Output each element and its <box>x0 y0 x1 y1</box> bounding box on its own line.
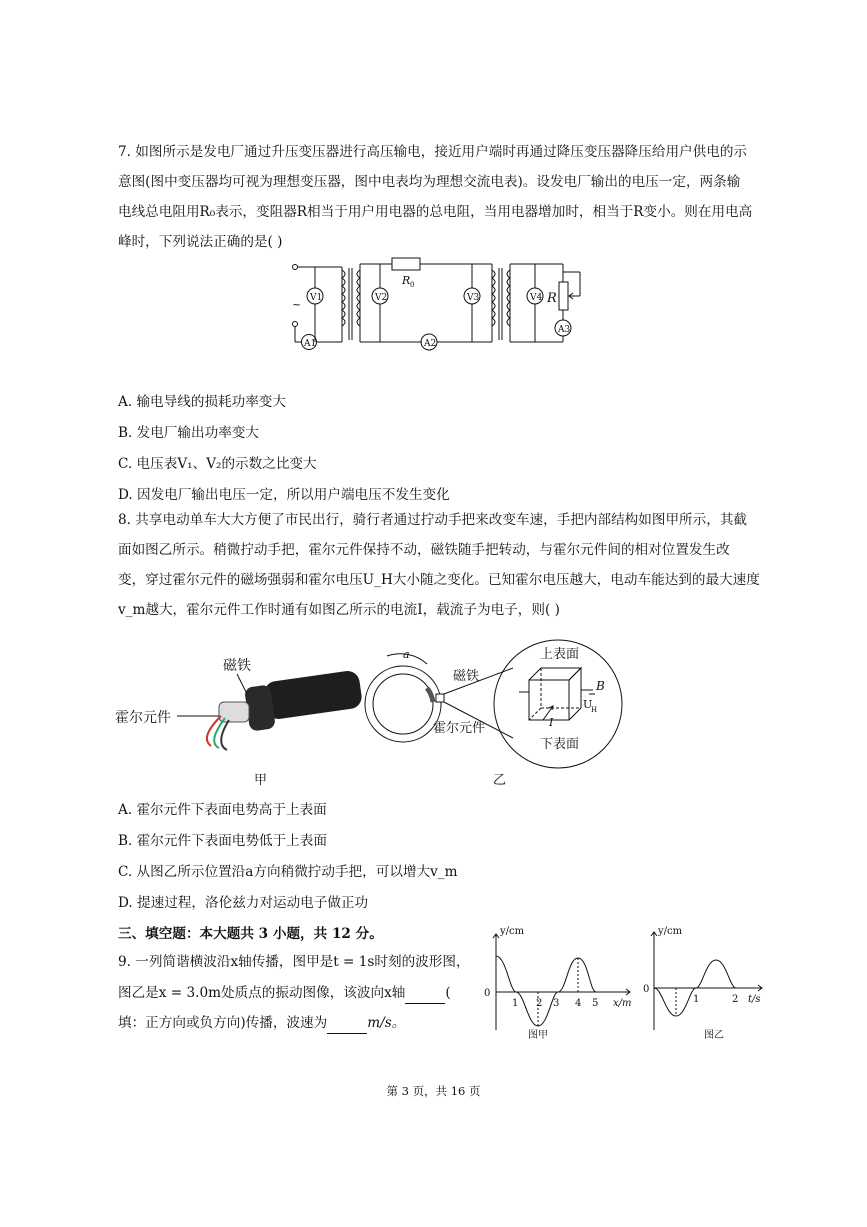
hall-voltage-label: U <box>583 698 593 711</box>
handlebar-grip-image <box>177 670 363 750</box>
direction-answer-blank[interactable] <box>405 983 445 1004</box>
graph-yi-caption: 图乙 <box>704 1030 724 1041</box>
q9-line-2-text: 图乙是x = 3.0m处质点的振动图像，该波向x轴 <box>118 985 406 1001</box>
graph-yi-y-label: y/cm <box>658 926 683 937</box>
voltmeter-v4-label: V4 <box>530 293 543 303</box>
graph-jia-tick-1: 1 <box>512 998 519 1009</box>
graph-jia-y-label: y/cm <box>500 926 525 937</box>
magnet-label-jia: 磁铁 <box>223 658 251 674</box>
voltmeter-v1-label: V1 <box>310 293 323 303</box>
graph-jia-tick-5: 5 <box>592 998 599 1009</box>
q8-option-b: B. 霍尔元件下表面电势低于上表面 <box>118 833 327 849</box>
q9-line-2 <box>118 983 451 1004</box>
graph-yi-tick-2: 2 <box>732 994 739 1005</box>
q7-line-2: 意图(图中变压器均可视为理想变压器，图中电表均为理想交流电表)。设发电厂输出的电压一定，两条输 <box>118 174 741 190</box>
vibration-graph-yi <box>640 920 770 1045</box>
q7-line-1: 7. 如图所示是发电厂通过升压变压器进行高压输电，接近用户端时再通过降压变压器降压给用户供电的示 <box>118 144 748 160</box>
q7-option-c: C. 电压表V₁、V₂的示数之比变大 <box>118 456 317 472</box>
hall-element-label-yi: 霍尔元件 <box>433 721 486 736</box>
page-footer: 第 3 页，共 16 页 <box>386 1084 481 1098</box>
ammeter-a3-label: A3 <box>558 325 571 335</box>
graph-yi-origin: 0 <box>643 984 650 995</box>
q8-option-c: C. 从图乙所示位置沿a方向稍微拧动手把，可以增大v_m <box>118 864 458 880</box>
current-i-label: I <box>549 716 554 729</box>
q7-option-d: D. 因发电厂输出电压一定，所以用户端电压不发生变化 <box>118 487 450 503</box>
q8-option-a: A. 霍尔元件下表面电势高于上表面 <box>118 802 327 818</box>
hall-element-label-jia: 霍尔元件 <box>115 710 171 726</box>
graph-yi-x-label: t/s <box>748 994 761 1005</box>
graph-yi-tick-1: 1 <box>693 994 700 1005</box>
q8-line-1: 8. 共享电动单车大大方便了市民出行，骑行者通过拧动手把来改变车速，手把内部结构如图甲所示，其截 <box>118 512 748 528</box>
graph-jia-x-label: x/m <box>613 998 632 1009</box>
hall-voltage-subscript: H <box>591 706 598 714</box>
q9-speed-unit: m/s。 <box>367 1015 406 1031</box>
graph-jia-origin: 0 <box>484 988 491 999</box>
figure-yi-caption: 乙 <box>493 773 507 788</box>
resistor-r0-label: R <box>402 274 411 287</box>
q7-option-a: A. 输电导线的损耗功率变大 <box>118 394 286 410</box>
top-surface-label: 上表面 <box>540 647 580 662</box>
q8-line-3: 变，穿过霍尔元件的磁场强弱和霍尔电压U_H大小随之变化。已知霍尔电压越大，电动车能达到的最大速度 <box>118 572 760 588</box>
q9-line-1: 9. 一列简谐横波沿x轴传播，图甲是t = 1s时刻的波形图， <box>118 954 470 970</box>
q8-option-d: D. 提速过程，洛伦兹力对运动电子做正功 <box>118 895 369 911</box>
hall-sensor-figure <box>115 628 605 788</box>
q7-line-4: 峰时，下列说法正确的是( ) <box>118 234 283 250</box>
ammeter-a2-label: A2 <box>424 339 437 349</box>
q9-line-2-paren: ( <box>445 985 451 1001</box>
voltmeter-v2-label: V2 <box>375 293 388 303</box>
q9-line-3-text: 填：正方向或负方向)传播，波速为 <box>118 1015 328 1031</box>
wave-graph-jia <box>480 920 640 1045</box>
graph-jia-caption: 图甲 <box>528 1030 548 1041</box>
ac-symbol: ~ <box>292 298 302 311</box>
rheostat-r-label: R <box>547 291 557 306</box>
magnetic-field-b-label: B <box>596 679 605 693</box>
figure-jia-caption: 甲 <box>254 773 268 788</box>
graph-jia-tick-2: 2 <box>536 998 543 1009</box>
q8-line-4: v_m越大，霍尔元件工作时通有如图乙所示的电流I，载流子为电子，则( ) <box>118 602 560 618</box>
ammeter-a1-label: A1 <box>304 339 317 349</box>
q8-line-2: 面如图乙所示。稍微拧动手把，霍尔元件保持不动，磁铁随手把转动，与霍尔元件间的相对位置发生改 <box>118 542 730 558</box>
rotation-a-label: a <box>403 648 410 661</box>
speed-answer-blank[interactable] <box>327 1013 367 1034</box>
transmission-circuit-diagram <box>280 250 600 360</box>
magnet-label-yi: 磁铁 <box>453 669 480 684</box>
q7-option-b: B. 发电厂输出功率变大 <box>118 425 259 441</box>
q9-line-3 <box>118 1013 405 1034</box>
graph-jia-tick-3: 3 <box>553 998 560 1009</box>
graph-jia-tick-4: 4 <box>575 998 582 1009</box>
voltmeter-v3-label: V3 <box>467 293 480 303</box>
section-3-heading: 三、填空题：本大题共 3 小题，共 12 分。 <box>118 926 383 942</box>
q7-line-3: 电线总电阻用R₀表示，变阻器R相当于用户用电器的总电阻，当用电器增加时，相当于R变小。则在用电高 <box>118 204 753 220</box>
bottom-surface-label: 下表面 <box>540 737 580 752</box>
resistor-r0-subscript: 0 <box>410 281 415 289</box>
